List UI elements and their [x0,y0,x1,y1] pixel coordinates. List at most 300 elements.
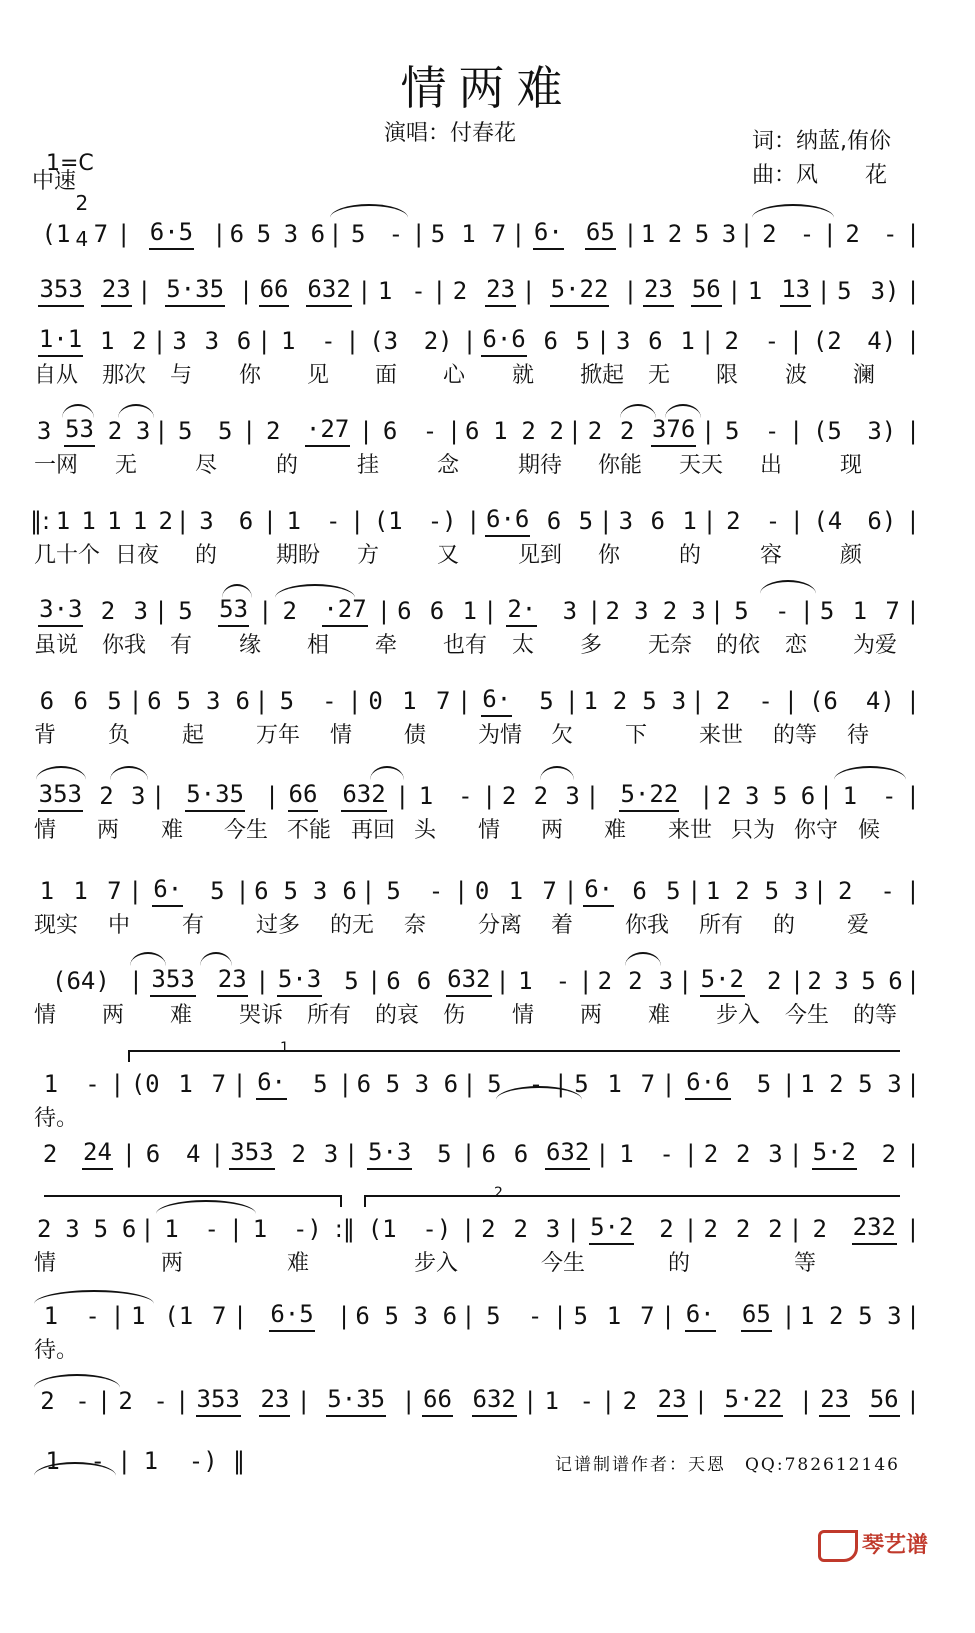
lyric-word: 等 [794,1251,817,1276]
note-group: 1 [461,220,476,248]
note-group: 3 [312,877,328,905]
note-group: 6· [152,873,183,907]
note-group: 2 [768,1215,783,1243]
note-group: 66 [259,273,290,307]
lyric-word: 的依 [716,633,761,658]
barline: | [235,1070,244,1098]
barline: | [257,687,266,715]
note-group: 2 [100,597,116,625]
measure [128,216,216,250]
note-group: 5 [573,1302,588,1330]
note-group: - [85,1070,100,1098]
lyric-word: 波 [785,363,808,388]
slur-mark [118,404,154,418]
note-group: 5 [386,877,401,905]
note-group: 2 [829,1070,844,1098]
measure [612,1383,696,1417]
note-group: 3 [721,220,737,248]
barline: | [712,597,722,625]
barline: | [793,967,802,995]
measure [50,505,179,537]
note-group: 23 [101,273,132,307]
measure [372,875,457,907]
note-group: 1 [705,877,721,905]
note-group: (4 [813,507,843,535]
note-group: 3 [65,1215,80,1243]
note-group: 4 [185,1140,201,1168]
note-group: 1 [45,1447,60,1475]
transcriber-credit: 记谱制谱作者：天恩 QQ:782612146 [555,1455,900,1475]
note-group: 3 [413,1302,428,1330]
barline: | [131,877,140,905]
note-group: - [528,1070,544,1098]
lyric-word: 两 [97,818,120,843]
barline: | [704,417,713,445]
measure [800,415,909,447]
barline: | [908,507,917,535]
barline: | [465,1070,474,1098]
note-group: 6 [632,877,647,905]
lyric-row [30,1104,917,1134]
note-group: 6 [355,1302,370,1330]
barline: | [215,220,224,248]
barline: | [599,327,608,355]
measure [30,1385,100,1417]
note-group: - [880,877,895,905]
lyric-word: 你我 [625,913,670,938]
barline: | [261,597,270,625]
note-group: -) [188,1447,218,1475]
barline: | [414,220,423,248]
note-group: 2 [99,782,114,810]
lyric-word: 也有 [443,633,488,658]
note-group: 23 [657,1383,688,1417]
note-group: 3 [199,507,214,535]
measure [240,1213,335,1245]
note-group: 2 [36,1215,52,1243]
measure [824,875,909,907]
note-group: - [765,507,781,535]
barline: | [802,597,811,625]
lyric-word: 现 [840,453,863,478]
note-group: 5 [430,220,446,248]
note-group: 2 [521,417,536,445]
barline: | [702,782,711,810]
note-group: 1 [583,687,598,715]
note-group: 2 [533,782,549,810]
note-group: 353 [38,778,83,812]
barline: | [347,1140,356,1168]
measure [534,1385,604,1417]
page-title: 情两难 [400,61,575,115]
note-group: - [579,1387,594,1415]
slur-mark [36,766,86,780]
barline: | [908,1387,917,1415]
lyric-row [30,541,917,571]
note-group: -) [422,1215,452,1243]
barline: | [566,877,575,905]
note-group: 6 [236,327,252,355]
slur-mark [540,766,574,780]
note-group: 6·6 [685,1066,730,1100]
note-group: 1 [130,1302,146,1330]
lyric-word: 那次 [102,363,147,388]
lyric-word: 两 [161,1251,184,1276]
lyric-word: 你我 [102,633,147,658]
note-group: 5·35 [326,1383,386,1417]
measure [250,273,360,307]
lyric-word: 步入 [716,1003,761,1028]
lyric-word: 的 [679,543,702,568]
barline: | [526,1387,535,1415]
singer-credit: 演唱：付春花 [384,121,517,146]
barline: | [908,417,918,445]
barline: | [360,277,369,305]
note-group: 1 [682,507,697,535]
volta-bracket-first [128,1050,900,1062]
note-group: 5 [724,417,740,445]
barline: | [742,220,751,248]
measure [355,1136,464,1170]
measure [695,1213,792,1245]
note-group: 5·22 [550,273,610,307]
note-group: 23 [217,963,248,997]
measure [244,1066,342,1100]
barline: | [908,1140,918,1168]
note-group: 2 [549,417,564,445]
measure [634,273,730,307]
volta-bracket-first-cont [44,1195,342,1207]
barline: | [348,327,357,355]
note-group: 23 [819,1383,850,1417]
measure [187,505,266,537]
note-group: 5 [256,220,272,248]
notation-row [30,1068,917,1100]
slur-mark [62,404,94,418]
measure [443,273,524,307]
barline: | [908,1070,918,1098]
note-group: 5 [385,1070,401,1098]
barline: | [404,1387,413,1415]
note-group: 56 [869,1383,900,1417]
barline: | [784,1070,793,1098]
note-group: - [428,877,444,905]
note-group: 1 [544,1387,559,1415]
note-group: - [90,1447,105,1475]
slur-mark [665,404,701,418]
lyric-word: 为情 [478,723,523,748]
notation-row [30,965,917,997]
lyric-word: 你 [598,543,621,568]
note-group: 1 [680,327,695,355]
note-group: 4) [867,327,897,355]
notation-row [30,595,917,627]
note-group: 3 [691,597,706,625]
notation-row [30,415,917,447]
barline: | [113,1070,122,1098]
notation-row [30,1213,917,1245]
lyric-word: 牵 [375,633,398,658]
note-group: 5·2 [589,1211,634,1245]
barline: | [626,220,635,248]
note-group: 2 [767,967,782,995]
note-group: 6·6 [485,503,530,537]
barline: | [464,1140,473,1168]
note-group: 1 [606,1302,622,1330]
barline: | [822,782,831,810]
note-group: 2 [735,1215,751,1243]
lyric-word: 你守 [794,818,839,843]
lyric-word: 分离 [478,913,523,938]
lyric-word: 情 [34,1251,57,1276]
barline: ‖ [233,1447,246,1475]
barline: | [792,417,801,445]
measure [810,1383,909,1417]
note-group: (1 [41,220,71,248]
lyric-word: 你能 [598,453,643,478]
note-group: 3 [545,1215,561,1243]
note-group: 2 [605,597,620,625]
lyric-word: 出 [760,453,783,478]
note-group: 7 [211,1070,227,1098]
note-group: 1 [418,782,434,810]
note-group: 2 [838,877,853,905]
barline: | [155,327,164,355]
lyric-word: 缘 [239,633,262,658]
lyric-word: 情 [34,818,57,843]
slur-mark [620,404,656,418]
measure [695,1138,792,1170]
measure [800,1136,909,1170]
measure [793,1068,909,1100]
lyric-word: 欠 [551,723,574,748]
measure [30,685,131,717]
note-group: -) [427,507,457,535]
lyric-word: 方 [357,543,380,568]
barline: | [626,277,635,305]
measure [30,593,157,627]
lyric-word: 着 [551,913,574,938]
lyric-word: 待。 [34,1338,79,1363]
tempo-marking: 中速 [32,169,77,194]
barline: | [331,220,340,248]
lyric-word: 只为 [731,818,776,843]
note-group: 5 [384,1302,399,1330]
note-group: 7 [107,877,122,905]
note-group: 2 [266,417,281,445]
barline: | [267,782,277,810]
note-group: 1 [800,1070,815,1098]
note-group: 6 [342,877,357,905]
measure [672,1298,784,1332]
note-group: 353 [38,273,83,307]
notation-row [30,1300,917,1332]
barline: | [131,687,140,715]
lyric-word: 无 [115,453,138,478]
barline: | [555,1302,565,1330]
lyric-word: 心 [443,363,466,388]
barline: | [245,417,254,445]
note-group: 6 [397,597,412,625]
note-group: - [775,597,790,625]
note-group: 53 [218,593,249,627]
lyric-word: 与 [170,363,193,388]
note-group: 2 [845,220,860,248]
note-group: - [881,782,897,810]
note-group: 3 [283,220,299,248]
measure [493,780,588,812]
note-group: 5 [858,1070,873,1098]
barline: | [908,782,917,810]
lyric-word: 一网 [34,453,79,478]
lyric-word: 今生 [224,818,269,843]
lyric-word: 的 [773,913,796,938]
lyric-word: 的 [276,453,299,478]
note-group: - [322,687,337,715]
measure [276,778,398,812]
slur-mark [130,952,166,966]
note-group: - [422,417,438,445]
barline: | [590,597,599,625]
barline: | [120,1447,129,1475]
note-group: 5 [283,877,298,905]
note-group: - [204,1215,219,1243]
note-group: 7 [212,1302,227,1330]
note-group: 7 [640,1070,656,1098]
note-group: 2 [452,277,468,305]
measure [308,1383,405,1417]
measure [721,595,803,627]
measure [223,218,331,250]
note-group: 6· [533,216,564,250]
note-group: 5·3 [277,963,322,997]
note-group: 5 [217,417,233,445]
lyric-word: 的等 [773,723,818,748]
note-group: 7 [491,220,507,248]
measure [830,780,909,812]
note-group: 1 [842,782,858,810]
barline: | [498,967,507,995]
note-group: - [75,1387,90,1415]
lyric-word: 虽说 [34,633,79,658]
barline: | [143,1215,152,1243]
slur-mark [625,952,661,966]
measure [244,1298,340,1332]
note-group: 1 [281,327,296,355]
measure [712,415,792,447]
barline: | [567,687,576,715]
lyric-row [30,721,917,751]
measure [253,413,362,447]
note-group: 3 [135,417,151,445]
barline: | [299,1387,308,1415]
notation-row [30,218,917,250]
lyric-word: 为爱 [853,633,898,658]
note-group: 353 [150,963,195,997]
note-group: - [659,1140,674,1168]
barline: | [604,1387,613,1415]
measure [122,1300,236,1332]
slur-mark [200,952,232,966]
barline: | [213,1140,222,1168]
lyric-word: 难 [161,818,184,843]
note-group: 6·5 [149,216,194,250]
note-group: (6 [808,687,838,715]
lyric-word: 中 [108,913,131,938]
measure [828,275,909,307]
note-group: 6· [583,873,614,907]
note-group: 2 [612,687,628,715]
note-group: 5·35 [165,273,225,307]
measure [477,503,602,537]
note-group: 7 [640,1302,655,1330]
note-group: 6 [800,782,816,810]
lyric-word: 恋 [785,633,808,658]
lyric-word: 期盼 [276,543,321,568]
note-group: - [388,220,404,248]
measure [108,1385,178,1417]
note-group: 2 [715,687,731,715]
note-group: 6 [73,687,88,715]
note-group: 1 [55,507,71,535]
note-group: 2 [622,1387,638,1415]
note-group: 2 [158,507,173,535]
note-group: 5 [93,1215,109,1243]
measure [413,1383,526,1417]
note-group: 5 [178,597,193,625]
slur-mark [760,580,816,594]
measure [598,595,713,627]
note-group: 6 [888,967,903,995]
measure [474,323,599,357]
lyric-row [30,1249,917,1279]
note-group: 353 [229,1136,274,1170]
site-logo [818,1528,928,1562]
barline: | [908,277,918,305]
note-group: 2 [619,417,635,445]
measure [268,325,348,357]
note-group: 3 [323,1140,339,1168]
measure [473,1300,556,1332]
time-top: 2 [75,191,89,215]
note-group: 5 [351,220,366,248]
measure [356,325,465,357]
barline: | [686,1215,695,1243]
note-group: 6 [464,417,480,445]
lyric-word: 太 [512,633,535,658]
lyric-word: 伤 [443,1003,466,1028]
note-group: 1 [799,1302,815,1330]
barline: | [157,417,166,445]
note-group: 5 [734,597,749,625]
lyric-word: 情 [512,1003,535,1028]
notation-row [30,685,917,717]
note-group: 2 [481,1215,496,1243]
barline: | [908,967,918,995]
note-group: - [411,277,426,305]
note-group: 5 [756,1070,772,1098]
note-group: 2 [703,1215,718,1243]
barline: | [601,507,610,535]
note-group: 2 [118,1387,133,1415]
barline: | [786,687,795,715]
lyric-word: 自从 [34,363,79,388]
note-group: 1 [619,1140,634,1168]
barline: | [784,1302,793,1330]
lyric-word: 期待 [518,453,563,478]
measure [165,415,245,447]
note-group: 5·3 [367,1136,412,1170]
